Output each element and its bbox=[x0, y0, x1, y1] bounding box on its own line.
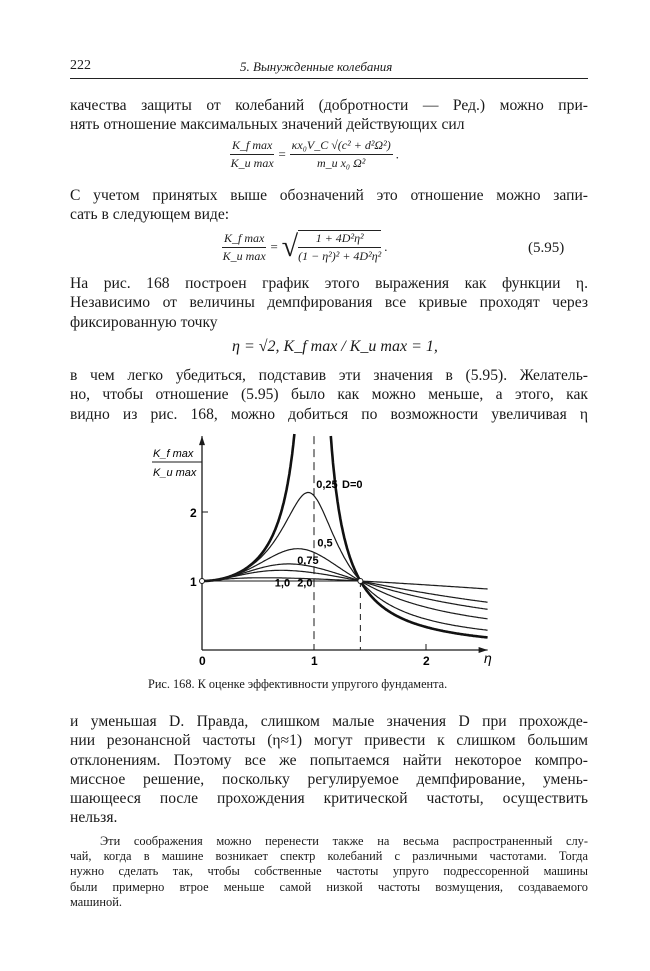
formula-1: $\frac{\text{K\_f max}}{\text{K\_u max}}$ = $\frac{\text{κx₀V\_C √(c² + d²Ω²)}}{\text{m\_u x₀ Ω²}}$ . bbox=[230, 138, 400, 170]
chart-curves bbox=[202, 434, 488, 638]
curve-0,25 bbox=[202, 493, 488, 631]
x-axis-label: η bbox=[484, 650, 492, 666]
paragraph-2: С учетом принятых выше обозначений это отношение можно запи- сать в следующем виде: bbox=[70, 187, 588, 224]
equation-number: (5.95) bbox=[528, 240, 565, 256]
curve-label: 2,0 bbox=[297, 577, 313, 590]
page-number: 222 bbox=[70, 58, 91, 73]
chapter-title: 5. Вынужденные колебания bbox=[240, 59, 393, 74]
curve-D0-left bbox=[202, 434, 294, 581]
curve-label: 0,5 bbox=[317, 537, 333, 550]
formula-2: $\frac{\text{K\_f max}}{\text{K\_u max}}$ = √ $\frac{\text{1 + 4D²η²}}{\text{(1 − η²)² + 4D²η²}}$ . bbox=[222, 230, 388, 263]
y-tick-label: 1 bbox=[190, 575, 197, 589]
y-axis-arrow bbox=[199, 436, 205, 445]
paragraph-5: и уменьшая D. Правда, слишком малые значения D при прохожде- нии резонансной частоты (η≈1) могут привести к слишком большим отклонениям. Поэтому все же попытаемся найти некоторое компро- миссное решение, поскольку регулируемое демпфирование, умень- шающееся после прохождения критической частоты, осуществить нельзя. bbox=[70, 713, 588, 827]
curve-2,0 bbox=[202, 578, 488, 589]
paragraph-4: в чем легко убедиться, подставив эти значения в (5.95). Желатель- но, чтобы отношение (5.95) было как можно меньше, а этого, как видно из рис. 168, можно добиться по возможности увеличивая η bbox=[70, 367, 588, 423]
fixed-point bbox=[358, 579, 363, 584]
y-axis-label-denominator: K_u max bbox=[153, 467, 197, 479]
formula-3: η = √2, K_f max / K_u max = 1, bbox=[232, 338, 438, 355]
curve-label: D=0 bbox=[342, 478, 363, 491]
running-head bbox=[70, 58, 588, 79]
chart-labels bbox=[200, 479, 363, 590]
x-tick-label: 2 bbox=[423, 654, 430, 668]
curve-D0-right bbox=[331, 436, 488, 638]
paragraph-1: качества защиты от колебаний (добротности — Ред.) можно при- нять отношение максимальных значений действующих сил bbox=[70, 97, 588, 134]
x-tick-label: 1 bbox=[311, 654, 318, 668]
y-tick-label: 2 bbox=[190, 506, 197, 520]
figure-168 bbox=[140, 420, 520, 675]
curve-label: 0,25 bbox=[316, 478, 338, 491]
y-axis-label-numerator: K_f max bbox=[153, 448, 194, 460]
curve-label: 1,0 bbox=[274, 577, 291, 590]
start-point bbox=[200, 579, 205, 584]
figure-caption: Рис. 168. К оценке эффективности упругого фундамента. bbox=[148, 677, 448, 691]
footnote: Эти соображения можно перенести также на весьма распространенный слу- чай, когда в машине возникает спектр колебаний с различными частотами. Тогда нужно сделать так, чтобы собственные частоты упруго подрессоренной машины были примерно втрое меньше самой низкой частоты возмущения, создаваемого машиной. bbox=[70, 834, 588, 909]
curve-label: 0,75 bbox=[297, 554, 319, 567]
paragraph-3: На рис. 168 построен график этого выражения как функции η. Независимо от величины демпфирования все кривые проходят через фиксированную точку bbox=[70, 275, 588, 331]
x-tick-label: 0 bbox=[199, 654, 206, 668]
chart-axes bbox=[190, 436, 488, 668]
